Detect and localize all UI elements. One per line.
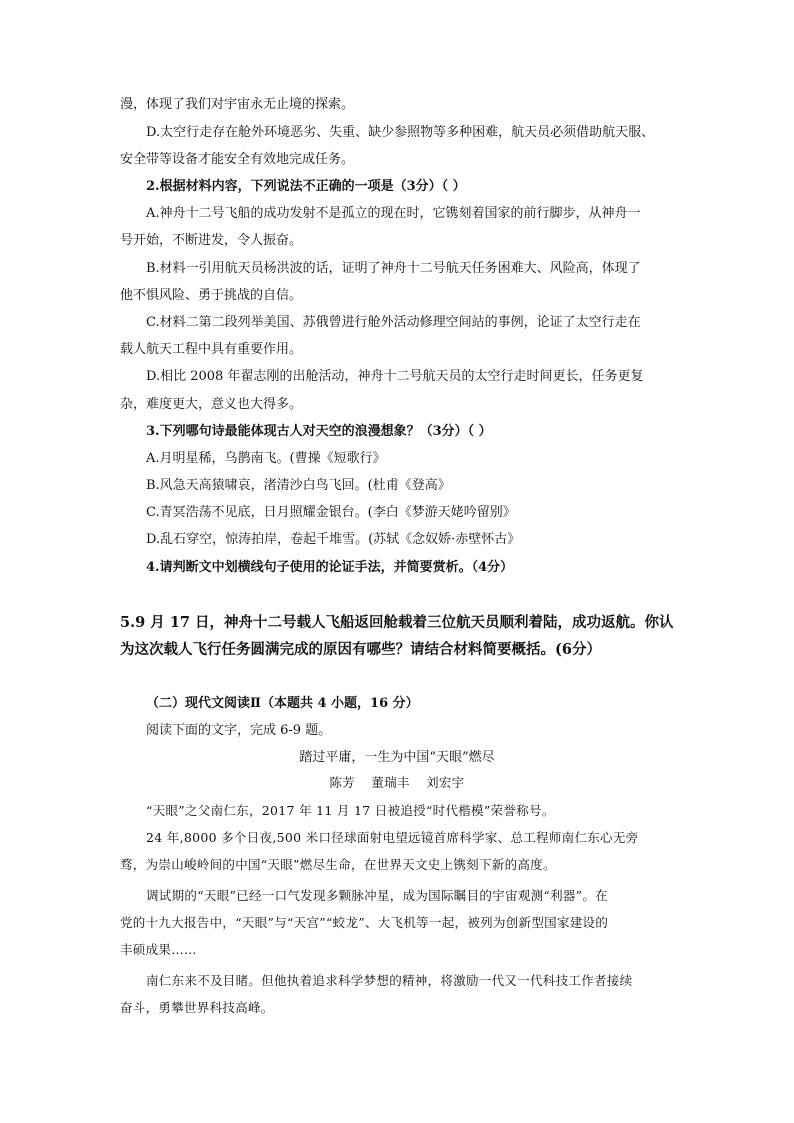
question-4-stem: 4.请判断文中划横线句子使用的论证手法，并简要赏析。（4分） xyxy=(146,560,514,575)
q3-option-b: B.风急天高猿啸哀，渚清沙白鸟飞回。(杜甫《登高》 xyxy=(146,478,451,493)
q2-option-c-line2: 载人航天工程中具有重要作用。 xyxy=(120,342,303,357)
paragraph-3-line1: 调试期的“天眼”已经一口气发现多颗脉冲星，成为国际瞩目的宇宙观测“利器”。在 xyxy=(146,888,608,903)
author-3: 刘宏宇 xyxy=(426,775,465,790)
paragraph-2-line2: 骛，为崇山峻岭间的中国“天眼”燃尽生命，在世界天文史上镌刻下新的高度。 xyxy=(120,857,556,872)
article-title: 踏过平庸，一生为中国“天眼”燃尽 xyxy=(299,750,495,765)
q3-option-a: A.月明星稀，乌鹊南飞。(曹操《短歌行》 xyxy=(146,451,386,466)
question-2-stem: 2.根据材料内容，下列说法不正确的一项是（3分）（ ） xyxy=(146,179,466,194)
article-authors xyxy=(0,774,794,792)
paragraph-3-line2: 党的十九大报告中，“天眼”与“天宫”“蛟龙”、大飞机等一起，被列为创新型国家建设的 xyxy=(120,915,609,930)
q2-option-a-line2: 号开始，不断进发，令人振奋。 xyxy=(120,233,303,248)
question-5-line2: 为这次载人飞行任务圆满完成的原因有哪些？请结合材料简要概括。(6分） xyxy=(120,641,601,658)
q2-option-c-line1: C.材料二第二段列举美国、苏俄曾进行舱外活动修理空间站的事例，论证了太空行走在 xyxy=(146,315,641,330)
q2-option-b-line1: B.材料一引用航天员杨洪波的话，证明了神舟十二号航天任务困难大、风险高，体现了 xyxy=(146,261,641,276)
option-d-prev-line2: 安全带等设备才能安全有效地完成任务。 xyxy=(120,152,355,167)
option-d-prev-line1: D.太空行走存在舱外环境恶劣、失重、缺少参照物等多种困难，航天员必须借助航天服、 xyxy=(146,125,655,140)
question-3-stem: 3.下列哪句诗最能体现古人对天空的浪漫想象？（3分）（ ） xyxy=(146,424,492,439)
continuation-line: 漫，体现了我们对宇宙永无止境的探索。 xyxy=(120,97,355,112)
q2-option-a-line1: A.神舟十二号飞船的成功发射不是孤立的现在时，它镌刻着国家的前行脚步，从神舟一 xyxy=(146,206,641,221)
paragraph-3-line3: 丰硕成果…… xyxy=(120,942,197,957)
author-2: 董瑞丰 xyxy=(371,775,410,790)
reading-instruction: 阅读下面的文字，完成 6-9 题。 xyxy=(146,723,332,738)
paragraph-4-line2: 奋斗，勇攀世界科技高峰。 xyxy=(120,1000,274,1015)
q3-option-d: D.乱石穿空，惊涛拍岸，卷起千堆雪。(苏轼《念奴娇·赤壁怀古》 xyxy=(146,532,521,547)
paragraph-1: “天眼”之父南仁东，2017 年 11 月 17 日被追授“时代楷模”荣誉称号。 xyxy=(146,803,555,818)
section-2-heading: （二）现代文阅读Ⅱ（本题共 4 小题，16 分） xyxy=(146,696,419,711)
author-1: 陈芳 xyxy=(329,775,356,790)
q2-option-d-line1: D.相比 2008 年翟志刚的出舱活动，神舟十二号航天员的太空行走时间更长，任务更复 xyxy=(146,369,644,384)
q3-option-c: C.青冥浩荡不见底，日月照耀金银台。(李白《梦游天姥吟留别》 xyxy=(146,505,516,520)
question-5-line1: 5.9 月 17 日，神舟十二号载人飞船返回舱载着三位航天员顺利着陆，成功返航。你认 xyxy=(120,614,674,631)
q2-option-b-line2: 他不惧风险、勇于挑战的自信。 xyxy=(120,288,303,303)
q2-option-d-line2: 杂，难度更大，意义也大得多。 xyxy=(120,397,303,412)
paragraph-2-line1: 24 年,8000 多个日夜,500 米口径球面射电望远镜首席科学家、总工程师南仁东心无旁 xyxy=(146,830,639,845)
paragraph-4-line1: 南仁东来不及目睹。但他执着追求科学梦想的精神，将激励一代又一代科技工作者接续 xyxy=(146,973,633,988)
